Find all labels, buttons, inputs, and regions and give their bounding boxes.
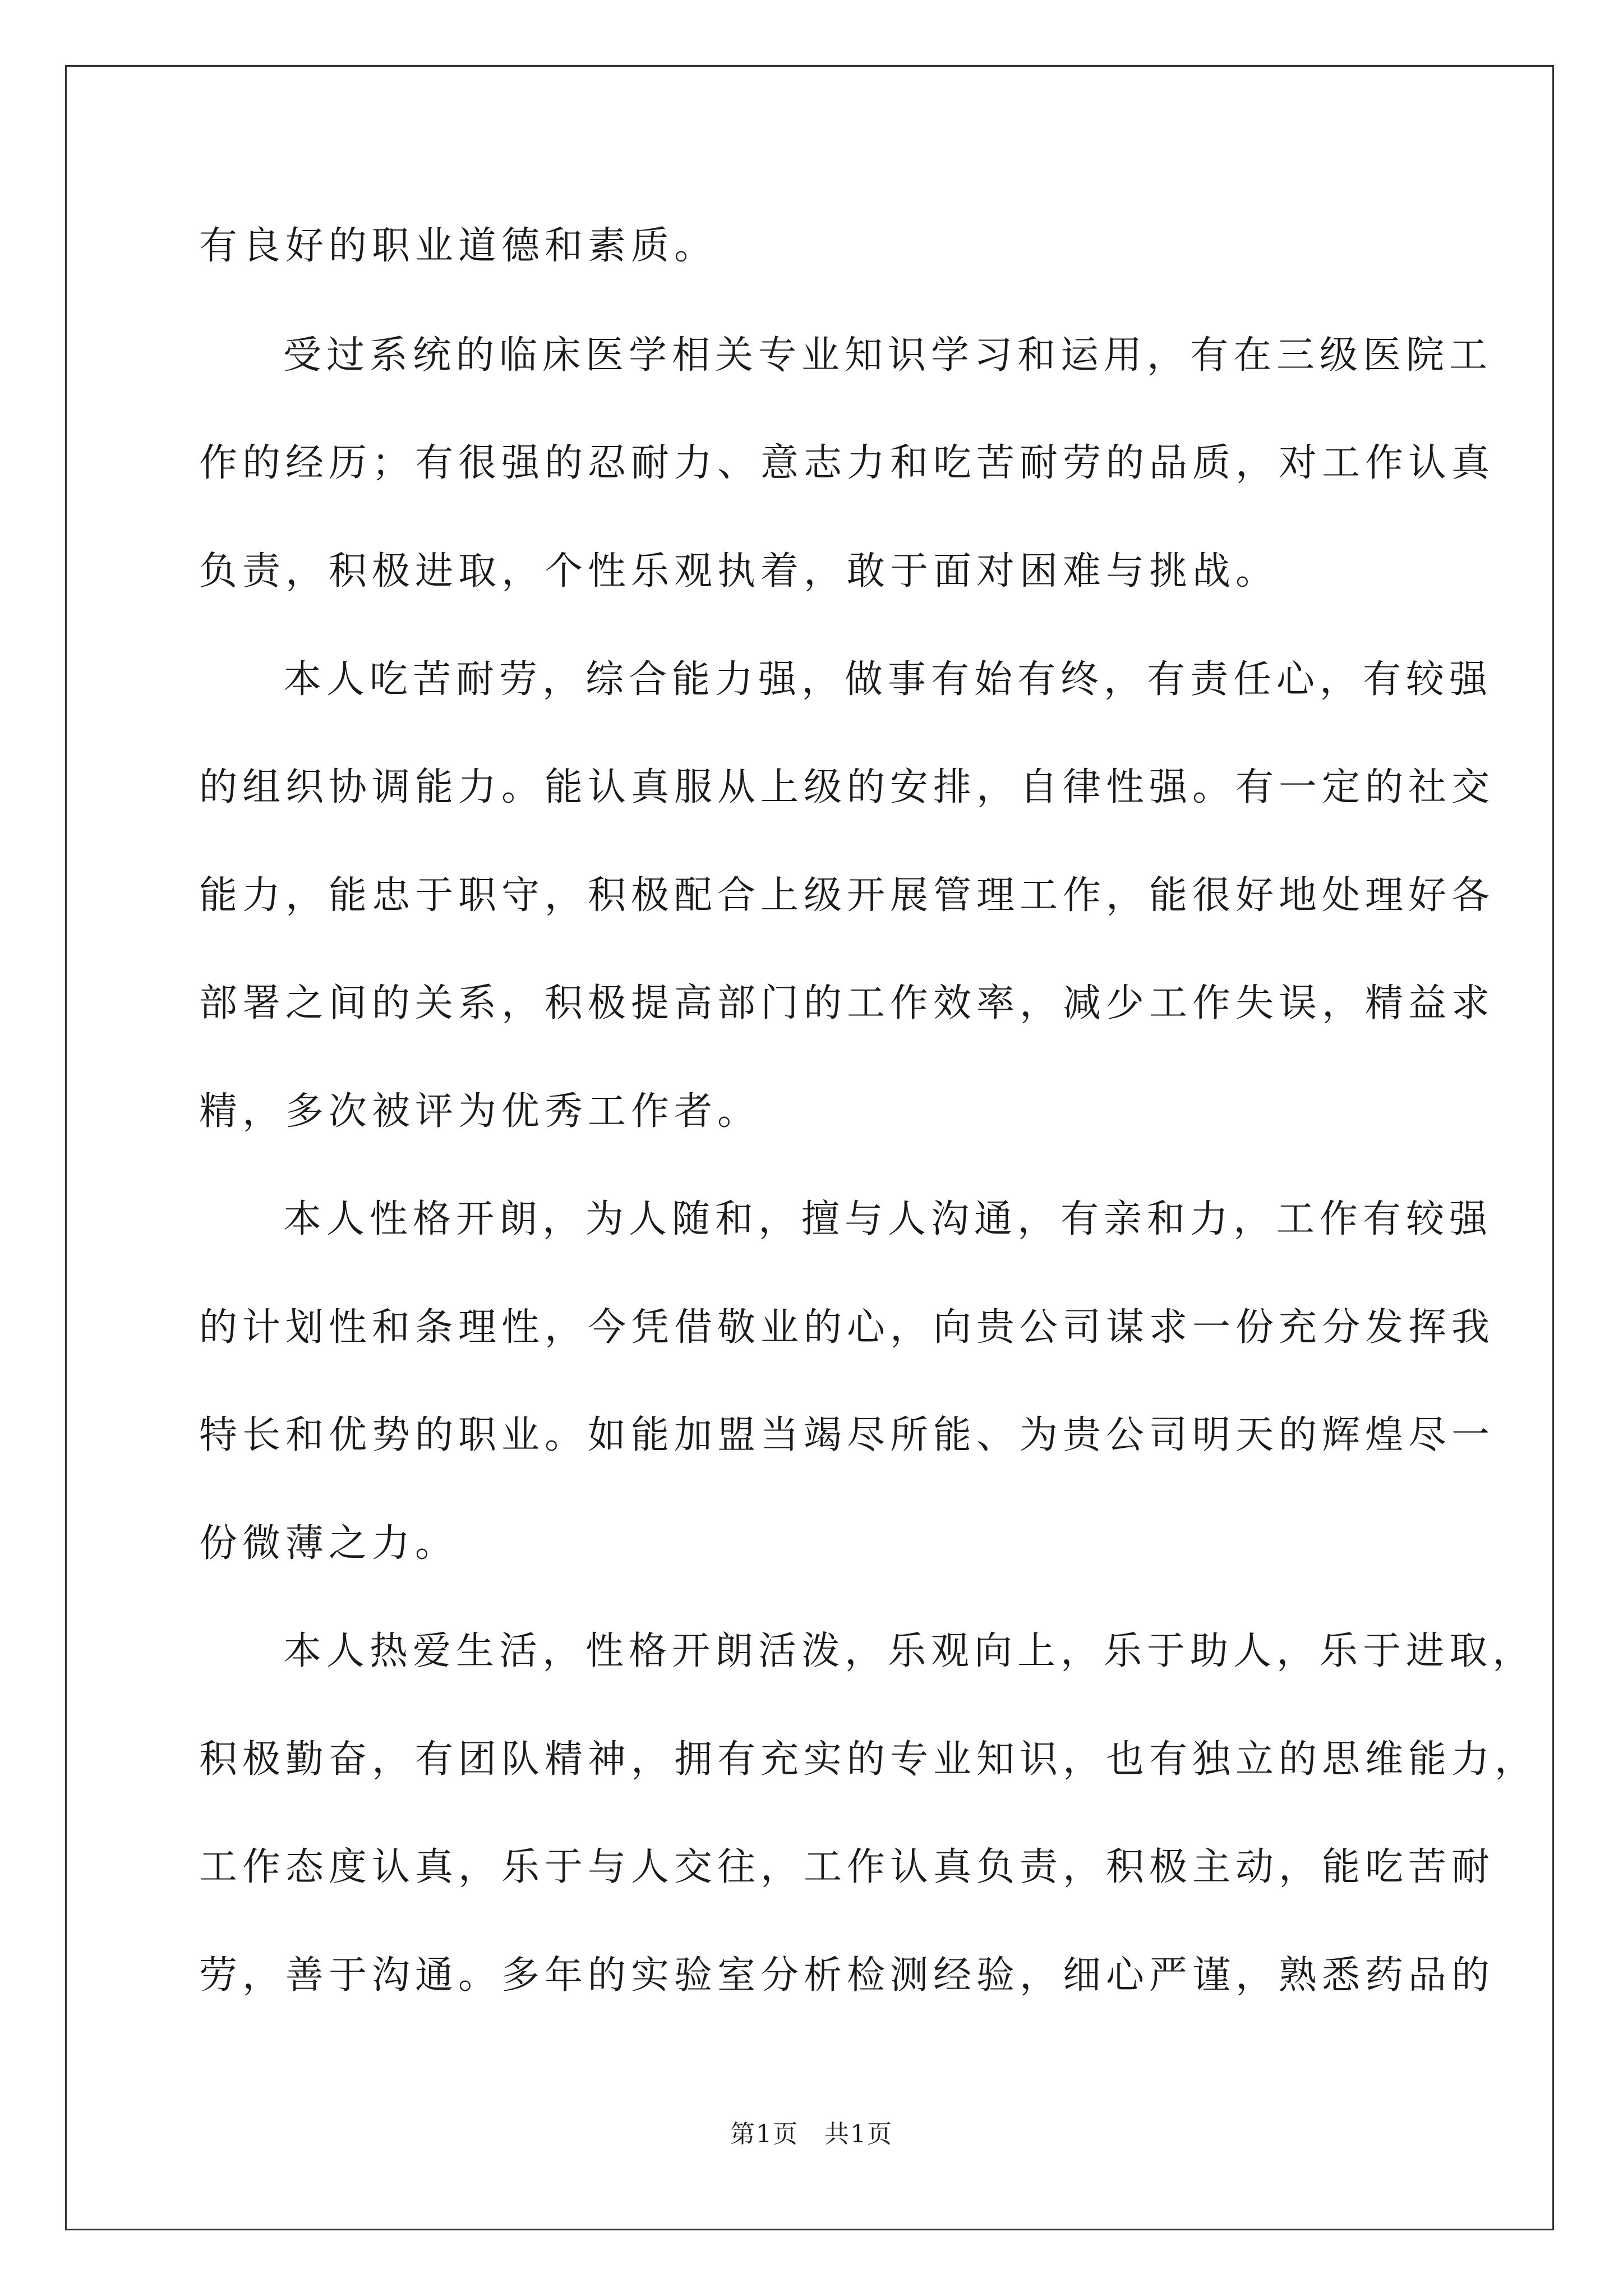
- text-line: 份微薄之力。: [199, 1521, 459, 1566]
- text-line: 作的经历；有很强的忍耐力、意志力和吃苦耐劳的品质，对工作认真: [199, 441, 1495, 485]
- text-line: 部署之间的关系，积极提高部门的工作效率，减少工作失误，精益求: [199, 981, 1495, 1025]
- page-footer: 第1页 共1页: [730, 2120, 893, 2148]
- text-line: 特长和优势的职业。如能加盟当竭尽所能、为贵公司明天的辉煌尽一: [199, 1413, 1495, 1457]
- text-line: 精，多次被评为优秀工作者。: [199, 1089, 761, 1134]
- text-line: 工作态度认真，乐于与人交往，工作认真负责，积极主动，能吃苦耐: [199, 1845, 1495, 1889]
- text-line: 的组织协调能力。能认真服从上级的安排，自律性强。有一定的社交: [199, 765, 1495, 809]
- text-line: 的计划性和条理性，今凭借敬业的心，向贵公司谋求一份充分发挥我: [199, 1305, 1495, 1350]
- text-line: 劳，善于沟通。多年的实验室分析检测经验，细心严谨，熟悉药品的: [199, 1953, 1495, 1998]
- page-border: [65, 65, 1554, 2230]
- paragraph-start-line: 受过系统的临床医学相关专业知识学习和运用，有在三级医院工: [283, 333, 1493, 378]
- text-line: 积极勤奋，有团队精神，拥有充实的专业知识，也有独立的思维能力，: [199, 1737, 1538, 1782]
- paragraph-start-line: 本人热爱生活，性格开朗活泼，乐观向上，乐于助人，乐于进取，: [283, 1629, 1536, 1673]
- text-line: 能力，能忠于职守，积极配合上级开展管理工作，能很好地处理好各: [199, 873, 1495, 918]
- text-line: 负责，积极进取，个性乐观执着，敢于面对困难与挑战。: [199, 549, 1279, 593]
- paragraph-start-line: 本人吃苦耐劳，综合能力强，做事有始有终，有责任心，有较强: [283, 657, 1493, 702]
- text-line: 有良好的职业道德和素质。: [199, 224, 718, 268]
- paragraph-start-line: 本人性格开朗，为人随和，擅与人沟通，有亲和力，工作有较强: [283, 1197, 1493, 1241]
